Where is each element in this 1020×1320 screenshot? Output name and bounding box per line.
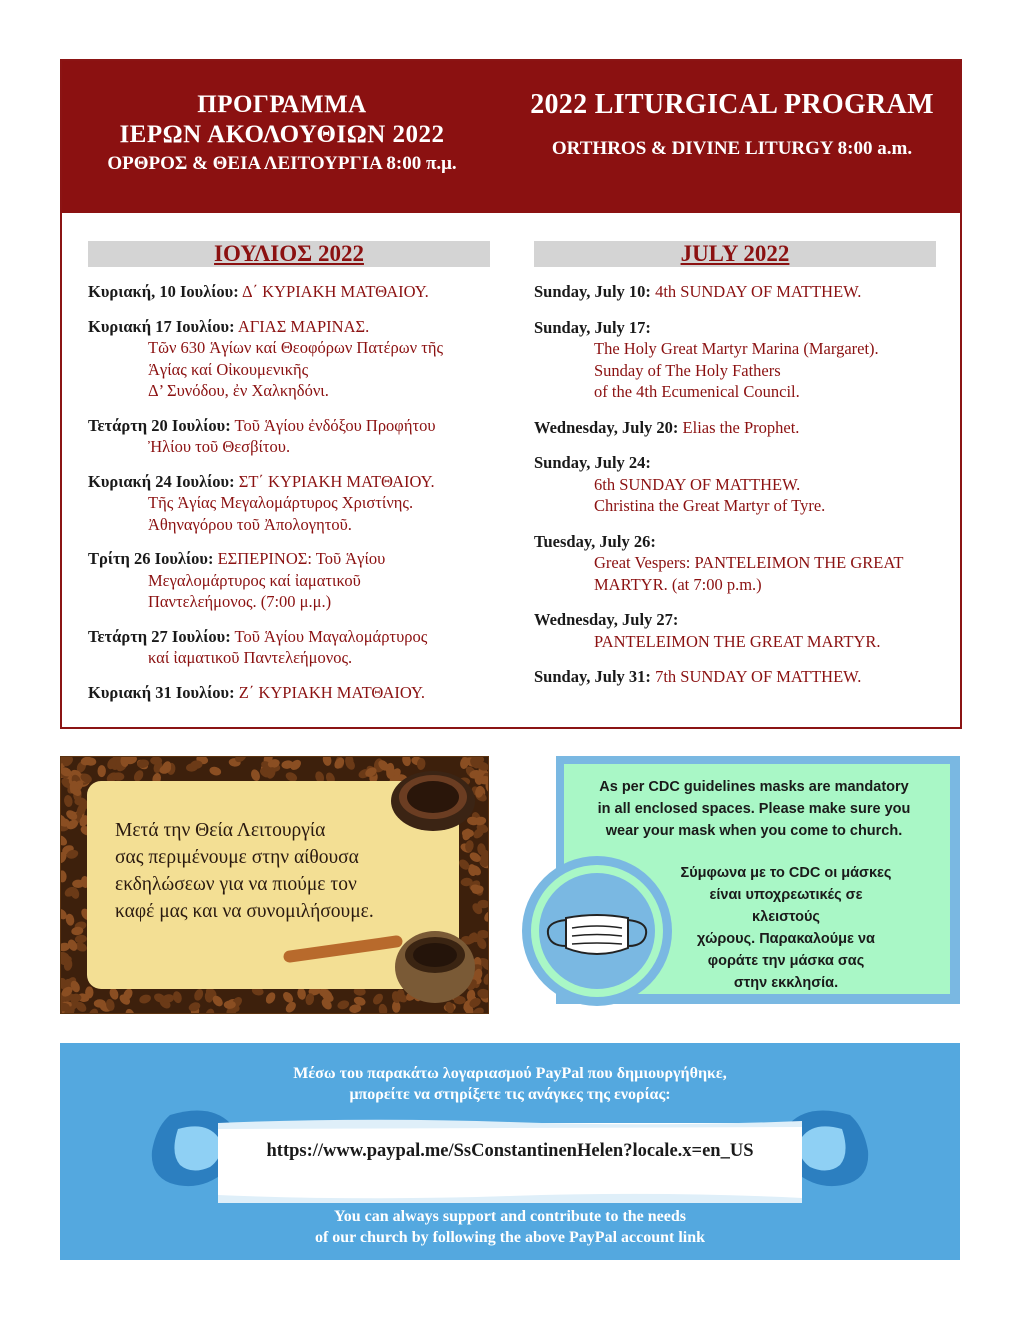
english-event-item bbox=[534, 281, 954, 303]
event-title: Δ΄ ΚΥΡΙΑΚΗ ΜΑΤΘΑΙΟΥ. bbox=[241, 282, 429, 301]
paypal-greek-line: Μέσω του παρακάτω λογαριασμού PayPal που δημιουργήθηκε, bbox=[293, 1065, 727, 1082]
cdc-greek-text bbox=[676, 862, 896, 994]
event-date: Sunday, July 17: bbox=[534, 317, 651, 337]
event-title: Ζ΄ ΚΥΡΙΑΚΗ ΜΑΤΘΑΙΟΥ. bbox=[238, 682, 425, 702]
paypal-english-line: You can always support and contribute to the needs bbox=[333, 1208, 687, 1225]
event-date: Κυριακή 31 Ιουλίου: bbox=[88, 682, 235, 702]
event-detail-line: Δ’ Συνόδου, ἐν Χαλκηδόνι. bbox=[148, 381, 329, 400]
greek-service-time: ΟΡΘΡΟΣ & ΘΕΙΑ ΛΕΙΤΟΥΡΓΙΑ 8:00 π.μ. bbox=[107, 153, 457, 174]
event-detail-line: The Holy Great Martyr Marina (Margaret). bbox=[594, 339, 879, 358]
english-event-item bbox=[534, 531, 954, 596]
event-title: Τοῦ Ἁγίου ἐνδόξου Προφήτου bbox=[234, 415, 436, 435]
event-detail-line: Ἠλίου τοῦ Θεσβίτου. bbox=[148, 437, 291, 456]
cdc-greek-line: στην εκκλησία. bbox=[733, 975, 839, 991]
english-header bbox=[522, 61, 942, 213]
cdc-english-line: wear your mask when you come to church. bbox=[605, 823, 903, 839]
event-detail-line: Ἁγίας καί Οἰκουμενικῆς bbox=[148, 359, 309, 379]
greek-title-line2: ΙΕΡΩΝ ΑΚΟΛΟΥΘΙΩΝ 2022 bbox=[119, 121, 445, 148]
greek-title-line1: ΠΡΟΓΡΑΜΜΑ bbox=[197, 91, 367, 118]
english-month-title: JULY 2022 bbox=[680, 241, 790, 266]
event-title: ΑΓΙΑΣ ΜΑΡΙΝΑΣ. bbox=[237, 316, 370, 336]
cdc-greek-line: φοράτε την μάσκα σας bbox=[707, 953, 865, 969]
greek-event-item bbox=[88, 316, 508, 402]
english-event-item bbox=[534, 417, 954, 439]
event-detail-line: of the 4th Ecumenical Council. bbox=[594, 382, 800, 401]
event-detail-line: Τῆς Ἁγίας Μεγαλομάρτυρος Χριστίνης. bbox=[148, 493, 414, 512]
paypal-donation-banner bbox=[60, 1043, 960, 1260]
event-title: 4th SUNDAY OF MATTHEW. bbox=[655, 282, 862, 301]
cdc-greek-line: είναι υποχρεωτικές σε κλειστούς bbox=[709, 887, 863, 925]
greek-event-list bbox=[88, 281, 508, 716]
event-detail-line: Great Vespers: PANTELEIMON THE GREAT bbox=[594, 553, 904, 572]
english-event-item bbox=[534, 609, 954, 652]
cdc-greek-line: χώρους. Παρακαλούμε να bbox=[697, 931, 875, 947]
cdc-english-line: in all enclosed spaces. Please make sure you bbox=[597, 801, 911, 817]
greek-event-item bbox=[88, 548, 508, 613]
event-date: Τρίτη 26 Ιουλίου: bbox=[88, 549, 214, 568]
mask-badge bbox=[522, 856, 672, 1006]
liturgical-program-panel bbox=[60, 59, 962, 729]
event-detail-line: Sunday of The Holy Fathers bbox=[594, 360, 781, 380]
event-date: Sunday, July 24: bbox=[534, 453, 651, 472]
event-detail-line: Ἀθηναγόρου τοῦ Ἀπολογητοῦ. bbox=[148, 514, 352, 534]
event-date: Wednesday, July 27: bbox=[534, 610, 679, 629]
event-title: Τοῦ Ἁγίου Μαγαλομάρτυρος bbox=[234, 626, 428, 646]
event-date: Τετάρτη 20 Ιουλίου: bbox=[88, 415, 231, 435]
greek-event-item bbox=[88, 281, 508, 303]
program-header bbox=[62, 61, 960, 213]
event-title: Elias the Prophet. bbox=[682, 417, 800, 437]
event-detail-line: Μεγαλομάρτυρος καί ἰαματικοῦ bbox=[148, 570, 361, 590]
event-detail-line: MARTYR. (at 7:00 p.m.) bbox=[594, 574, 762, 594]
paypal-greek-line: μπορείτε να στηρίξετε τις ανάγκες της ενορίας: bbox=[349, 1086, 671, 1103]
english-title: 2022 LITURGICAL PROGRAM bbox=[530, 89, 934, 120]
event-date: Wednesday, July 20: bbox=[534, 417, 679, 437]
coffee-hour-card bbox=[60, 756, 489, 1014]
coffee-invitation-text bbox=[115, 817, 415, 925]
greek-event-item bbox=[88, 682, 508, 704]
greek-month-title: ΙΟΥΛΙΟΣ 2022 bbox=[214, 241, 364, 266]
greek-header bbox=[82, 61, 482, 213]
event-title: ΕΣΠΕΡΙΝΟΣ: Τοῦ Ἁγίου bbox=[217, 549, 386, 568]
face-mask-icon bbox=[522, 856, 672, 1006]
paypal-link[interactable]: https://www.paypal.me/SsConstantinenHelen?locale.x=en_US bbox=[266, 1141, 754, 1161]
cdc-english-text bbox=[566, 776, 942, 842]
english-event-item bbox=[534, 317, 954, 403]
event-title: ΣΤ΄ ΚΥΡΙΑΚΗ ΜΑΤΘΑΙΟΥ. bbox=[238, 471, 435, 491]
english-event-item bbox=[534, 452, 954, 517]
english-month-bar bbox=[534, 241, 936, 267]
paypal-english-text bbox=[60, 1206, 960, 1248]
event-date: Sunday, July 31: bbox=[534, 667, 651, 686]
event-date: Κυριακή 24 Ιουλίου: bbox=[88, 471, 235, 491]
english-event-item bbox=[534, 666, 954, 688]
paypal-greek-text bbox=[60, 1063, 960, 1105]
coffee-text-line: καφέ μας και να συνομιλήσουμε. bbox=[115, 901, 374, 922]
event-detail-line: Christina the Great Martyr of Tyre. bbox=[594, 496, 826, 515]
coffee-text-line: εκδηλώσεων για να πιούμε τον bbox=[115, 874, 357, 895]
event-date: Sunday, July 10: bbox=[534, 282, 651, 301]
event-date: Κυριακή, 10 Ιουλίου: bbox=[88, 282, 239, 301]
event-date: Τετάρτη 27 Ιουλίου: bbox=[88, 626, 231, 646]
paypal-english-line: of our church by following the above PayPal account link bbox=[314, 1229, 706, 1246]
english-event-list bbox=[534, 281, 954, 702]
event-detail-line: Παντελεήμονος. (7:00 μ.μ.) bbox=[148, 592, 332, 611]
greek-month-bar bbox=[88, 241, 490, 267]
greek-event-item bbox=[88, 626, 508, 669]
event-detail-line: 6th SUNDAY OF MATTHEW. bbox=[594, 474, 801, 494]
greek-event-item bbox=[88, 471, 508, 536]
greek-event-item bbox=[88, 415, 508, 458]
event-detail-line: καί ἰαματικοῦ Παντελεήμονος. bbox=[148, 648, 353, 667]
event-date: Κυριακή 17 Ιουλίου: bbox=[88, 316, 235, 336]
event-date: Tuesday, July 26: bbox=[534, 531, 656, 551]
event-detail-line: Τῶν 630 Ἁγίων καί Θεοφόρων Πατέρων τῆς bbox=[148, 338, 444, 357]
english-service-time: ORTHROS & DIVINE LITURGY 8:00 a.m. bbox=[551, 138, 913, 159]
coffee-text-line: Μετά την Θεία Λειτουργία bbox=[115, 820, 326, 841]
coffee-text-line: σας περιμένουμε στην αίθουσα bbox=[115, 847, 359, 868]
event-title: 7th SUNDAY OF MATTHEW. bbox=[655, 667, 862, 686]
cdc-english-line: As per CDC guidelines masks are mandatory bbox=[599, 779, 909, 795]
cdc-greek-line: Σύμφωνα με το CDC οι μάσκες bbox=[680, 865, 892, 881]
event-detail-line: PANTELEIMON THE GREAT MARTYR. bbox=[594, 631, 881, 651]
